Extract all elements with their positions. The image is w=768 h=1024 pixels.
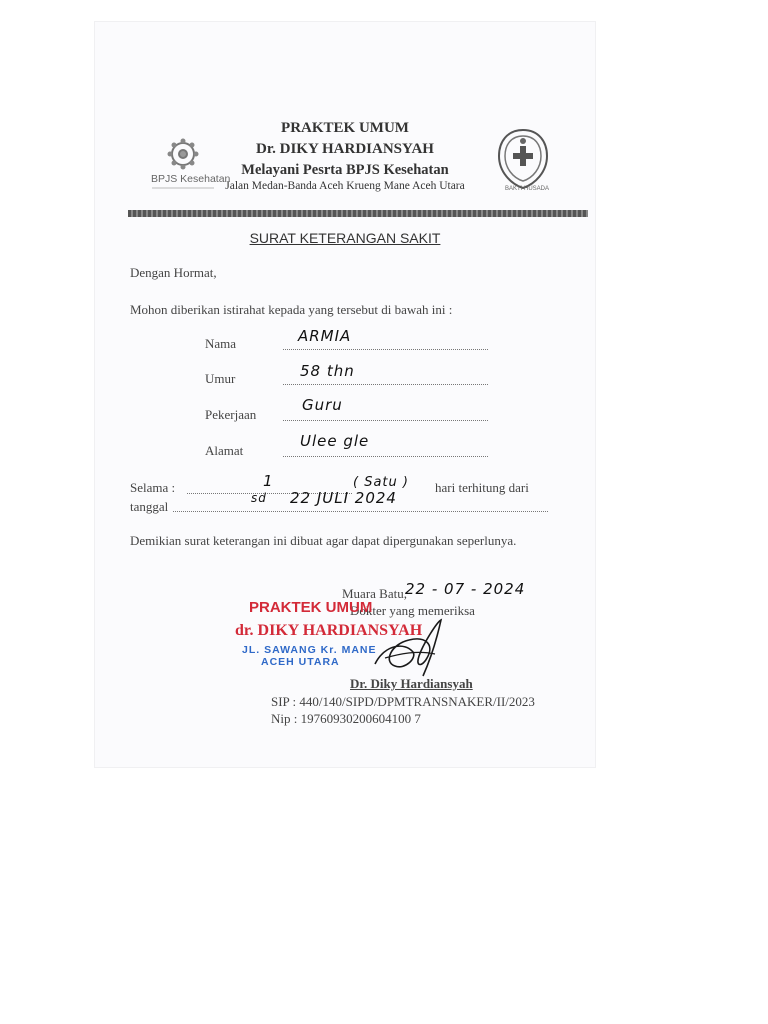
certificate-paper (95, 22, 595, 767)
closing-text: Demikian surat keterangan ini dibuat agar dapat dipergunakan seperlunya. (130, 533, 517, 548)
place-label: Muara Batu, (342, 586, 407, 601)
nip-number: Nip : 19760930200604100 7 (271, 711, 421, 726)
duration-suffix: hari terhitung dari (435, 480, 529, 495)
field-line-umur (283, 384, 488, 385)
tanggal-label: tanggal (130, 499, 169, 514)
field-label-pekerjaan: Pekerjaan (205, 407, 257, 422)
intro-text: Mohon diberikan istirahat kepada yang tersebut di bawah ini : (130, 302, 453, 317)
field-value-alamat: Ulee gle (300, 432, 370, 450)
field-value-nama: ARMIA (298, 327, 352, 345)
stamp-line4: ACEH UTARA (261, 656, 340, 668)
stamp-line1: PRAKTEK UMUM (249, 599, 373, 616)
service-line: Melayani Pesrta BPJS Kesehatan (241, 162, 449, 178)
field-label-umur: Umur (205, 371, 236, 386)
bakti-husada-text: BAKTI HUSADA (505, 186, 550, 192)
field-line-alamat (283, 456, 488, 457)
field-label-alamat: Alamat (205, 443, 244, 458)
doctor-signature (365, 614, 455, 684)
bpjs-logo-text: BPJS Kesehatan (151, 173, 231, 185)
doctor-name-signature: Dr. Diky Hardiansyah (350, 676, 473, 691)
clinic-type: PRAKTEK UMUM (281, 120, 409, 136)
header-divider (128, 210, 588, 217)
field-label-nama: Nama (205, 336, 237, 351)
clinic-address: Jalan Medan-Banda Aceh Krueng Mane Aceh Utara (225, 180, 465, 192)
sd-text: sd (251, 491, 267, 505)
tanggal-line (173, 511, 548, 512)
stamp-line2: dr. DIKY HARDIANSYAH (235, 622, 423, 639)
doctor-name-header: Dr. DIKY HARDIANSYAH (256, 141, 434, 157)
days-words: ( Satu ) (353, 475, 409, 490)
examiner-role: Dokter yang memeriksa (350, 603, 475, 618)
days-value: 1 (263, 472, 274, 490)
selama-label: Selama : (130, 480, 176, 495)
field-value-pekerjaan: Guru (302, 396, 343, 414)
date-value: 22 JULI 2024 (290, 489, 397, 507)
field-line-pekerjaan (283, 420, 488, 421)
document-title: SURAT KETERANGAN SAKIT (249, 230, 441, 246)
stamp-line3: JL. SAWANG Kr. MANE (242, 644, 377, 656)
signature-date: 22 - 07 - 2024 (405, 580, 526, 598)
field-line-nama (283, 349, 488, 350)
sip-number: SIP : 440/140/SIPD/DPMTRANSNAKER/II/2023 (271, 694, 535, 709)
field-value-umur: 58 thn (300, 362, 355, 380)
greeting: Dengan Hormat, (130, 265, 217, 280)
